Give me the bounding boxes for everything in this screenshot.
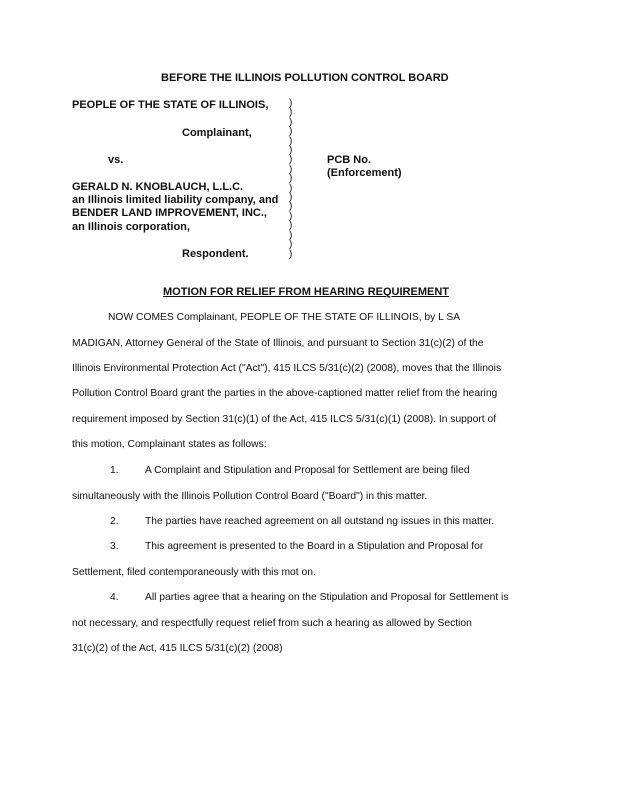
intro-line: NOW COMES Complainant, PEOPLE OF THE STATE OF ILLINOIS, by L SA (108, 312, 461, 323)
board-heading: BEFORE THE ILLINOIS POLLUTION CONTROL BOARD (161, 72, 449, 84)
item-number: 1. (110, 465, 119, 476)
item-text: Settlement, filed contemporaneously with this mot on. (72, 567, 316, 578)
defendant-2-name: BENDER LAND IMPROVEMENT, INC., (72, 207, 267, 219)
intro-line: Pollution Control Board grant the parties in the above-captioned matter relief from the hearing (72, 388, 498, 399)
plaintiff-name: PEOPLE OF THE STATE OF ILLINOIS, (72, 99, 269, 111)
intro-line: requirement imposed by Section 31(c)(1) of the Act, 415 ILCS 5/31(c)(1) (2008). In support of (72, 414, 497, 425)
item-number: 4. (110, 592, 119, 603)
intro-line: MADIGAN, Attorney General of the State of Illinois, and pursuant to Section 31(c)(2) of the (72, 338, 484, 349)
versus-label: vs. (108, 154, 124, 166)
item-number: 2. (110, 516, 119, 527)
item-text: 31(c)(2) of the Act, 415 ILCS 5/31(c)(2) (2008) (72, 643, 283, 654)
item-number: 3. (110, 541, 119, 552)
motion-title: MOTION FOR RELIEF FROM HEARING REQUIREMENT (163, 286, 449, 298)
item-text: This agreement is presented to the Board in a Stipulation and Proposal for (145, 541, 484, 552)
respondent-label: Respondent. (182, 248, 249, 260)
item-text: The parties have reached agreement on all outstand ng issues in this matter. (145, 516, 495, 527)
defendant-2-description: an Illinois corporation, (72, 221, 190, 233)
complainant-label: Complainant, (182, 127, 252, 139)
intro-line: Illinois Environmental Protection Act ("Act"), 415 ILCS 5/31(c)(2) (2008), moves that the Illinois (72, 363, 502, 374)
caption-parenthesis-column: ) ) ) ) ) ) ) ) ) ) ) ) ) ) ) ) ) (289, 98, 293, 260)
intro-line: this motion, Complainant states as follows: (72, 439, 267, 450)
item-text: A Complaint and Stipulation and Proposal for Settlement are being filed (145, 465, 470, 476)
item-text: simultaneously with the Illinois Pollution Control Board ("Board") in this matter. (72, 491, 428, 502)
case-type: (Enforcement) (327, 167, 402, 179)
defendant-1-name: GERALD N. KNOBLAUCH, L.L.C. (72, 181, 244, 193)
item-text: All parties agree that a hearing on the Stipulation and Proposal for Settlement is (145, 592, 509, 603)
case-number-label: PCB No. (327, 154, 371, 166)
defendant-1-description: an Illinois limited liability company, and (72, 194, 279, 206)
item-text: not necessary, and respectfully request relief from such a hearing as allowed by Section (72, 618, 472, 629)
